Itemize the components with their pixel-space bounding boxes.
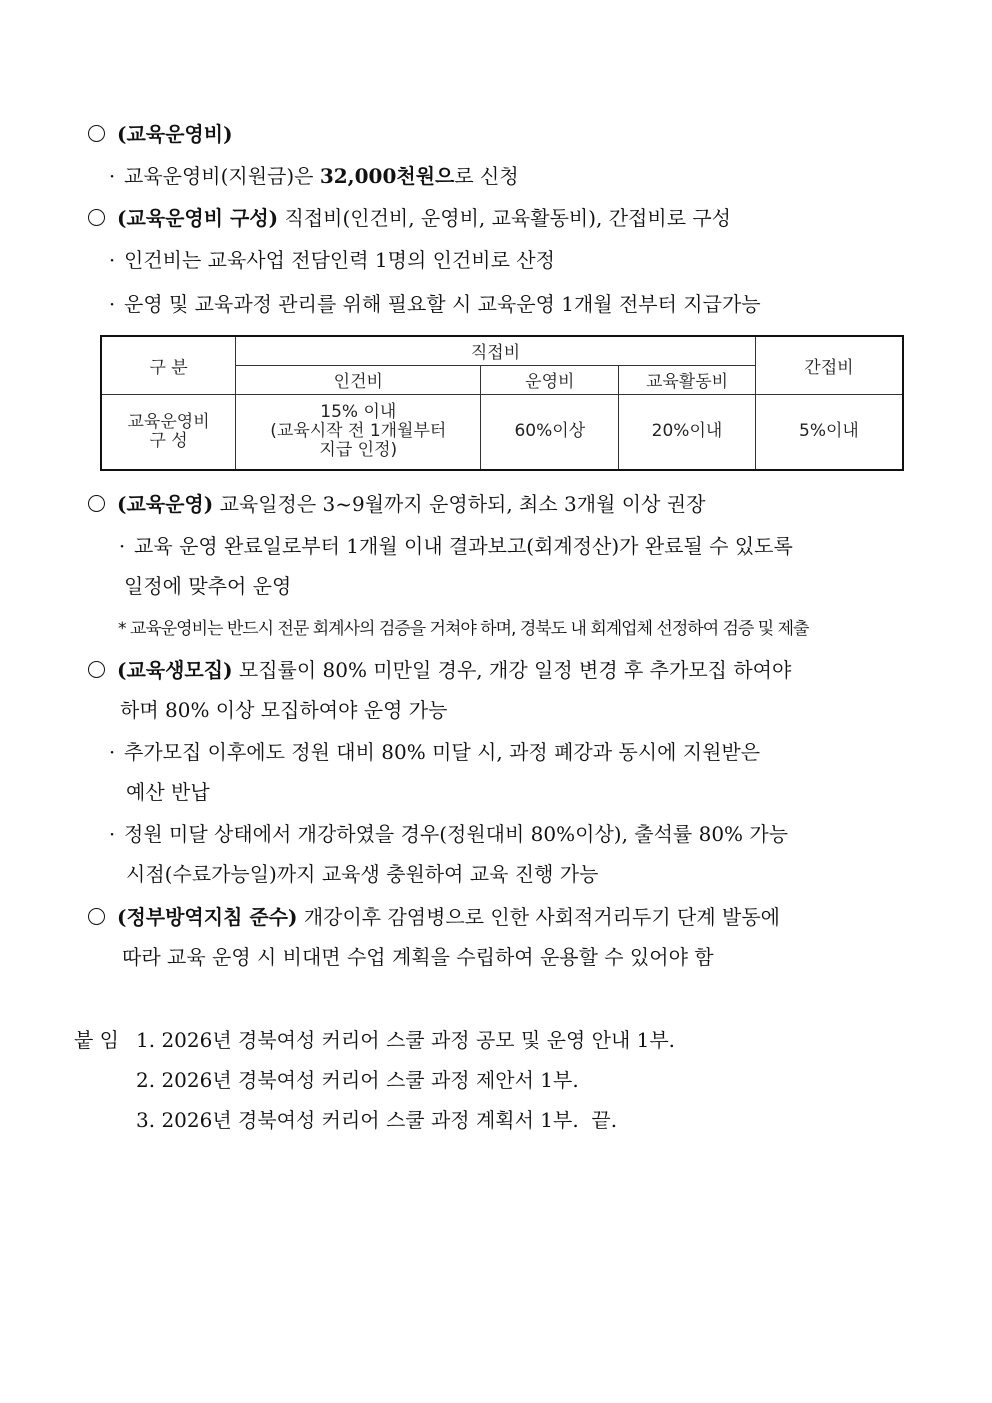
section-quarantine: (정부방역지침 준수) 개강이후 감염병으로 인한 사회적거리두기 단계 발동에: [88, 903, 780, 931]
section-heading: (교육운영비 구성): [117, 206, 279, 230]
section-budget-composition: (교육운영비 구성) 직접비(인건비, 운영비, 교육활동비), 간접비로 구성: [88, 204, 731, 232]
bullet-item: · 교육 운영 완료일로부터 1개월 이내 결과보고(회계정산)가 완료될 수 있도록: [118, 534, 793, 558]
attachment-item: 2. 2026년 경북여성 커리어 스쿨 과정 제안서 1부.: [136, 1068, 579, 1092]
section-heading: (교육운영비): [117, 122, 233, 146]
section-continuation: 하며 80% 이상 모집하여야 운영 가능: [120, 698, 448, 722]
section-operation: (교육운영) 교육일정은 3~9월까지 운영하되, 최소 3개월 이상 권장: [88, 490, 705, 518]
cell-indirect-cost: 5%이내: [755, 394, 903, 470]
attachments-label: 붙 임: [74, 1028, 119, 1052]
middle-dot-icon: ·: [118, 534, 126, 558]
header-activity-cost: 교육활동비: [619, 365, 756, 394]
header-labor-cost: 인건비: [236, 365, 481, 394]
circle-bullet-icon: [88, 908, 105, 925]
middle-dot-icon: ·: [108, 164, 116, 188]
header-indirect-cost: 간접비: [755, 336, 903, 394]
circle-bullet-icon: [88, 209, 105, 226]
bullet-item: · 추가모집 이후에도 정원 대비 80% 미달 시, 과정 폐강과 동시에 지원받은: [108, 740, 761, 764]
middle-dot-icon: ·: [108, 292, 116, 316]
bullet-item: · 인건비는 교육사업 전담인력 1명의 인건비로 산정: [108, 248, 555, 272]
end-mark: 끝.: [591, 1108, 618, 1132]
budget-composition-table: [100, 335, 904, 471]
section-heading: (교육생모집): [117, 658, 233, 682]
middle-dot-icon: ·: [108, 248, 116, 272]
attachment-item: 1. 2026년 경북여성 커리어 스쿨 과정 공모 및 운영 안내 1부.: [136, 1028, 676, 1052]
bullet-continuation: 예산 반납: [126, 780, 210, 804]
bullet-continuation: 시점(수료가능일)까지 교육생 충원하여 교육 진행 가능: [126, 862, 599, 886]
cell-operating-cost: 60%이상: [481, 394, 619, 470]
middle-dot-icon: ·: [108, 740, 116, 764]
section-recruitment: (교육생모집) 모집률이 80% 미만일 경우, 개강 일정 변경 후 추가모집 하여야: [88, 656, 791, 684]
header-direct-cost: 직접비: [236, 336, 756, 365]
cell-labor-cost: 15% 이내 (교육시작 전 1개월부터 지급 인정): [236, 394, 481, 470]
section-heading: (교육운영): [117, 492, 214, 516]
middle-dot-icon: ·: [108, 822, 116, 846]
attachment-item: 3. 2026년 경북여성 커리어 스쿨 과정 계획서 1부. 끝.: [136, 1108, 618, 1132]
circle-bullet-icon: [88, 661, 105, 678]
header-operating-cost: 운영비: [481, 365, 619, 394]
bullet-item: · 교육운영비(지원금)은 32,000천원으로 신청: [108, 164, 519, 188]
bullet-item: · 정원 미달 상태에서 개강하였을 경우(정원대비 80%이상), 출석률 80% 가능: [108, 822, 789, 846]
section-continuation: 따라 교육 운영 시 비대면 수업 계획을 수립하여 운용할 수 있어야 함: [122, 945, 714, 969]
bullet-continuation: 일정에 맞추어 운영: [124, 574, 292, 598]
circle-bullet-icon: [88, 125, 105, 142]
section-heading: (정부방역지침 준수): [117, 905, 298, 929]
section-budget: [88, 120, 233, 148]
header-division: 구 분: [101, 336, 236, 394]
row-label: 교육운영비 구 성: [101, 394, 236, 470]
circle-bullet-icon: [88, 495, 105, 512]
footnote: * 교육운영비는 반드시 전문 회계사의 검증을 거쳐야 하며, 경북도 내 회계업체 선정하여 검증 및 제출: [118, 619, 809, 639]
amount-text: 32,000천원으: [319, 164, 455, 188]
bullet-item: · 운영 및 교육과정 관리를 위해 필요할 시 교육운영 1개월 전부터 지급가능: [108, 292, 761, 316]
cell-activity-cost: 20%이내: [619, 394, 756, 470]
